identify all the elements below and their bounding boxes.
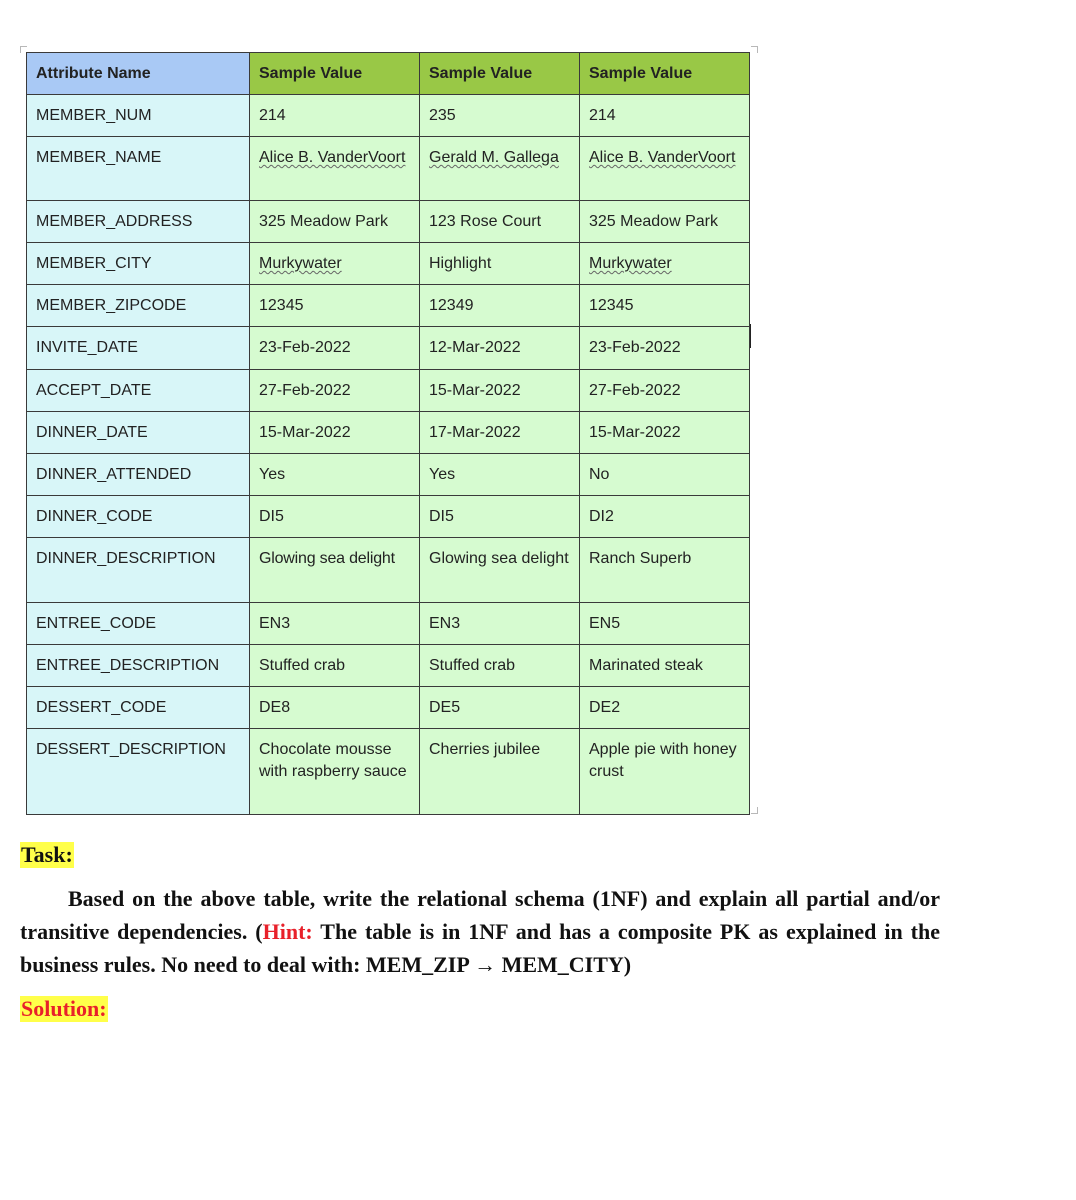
table-row <box>27 370 750 412</box>
city-text: Murkywater <box>589 255 672 272</box>
value-cell: 12-Mar-2022 <box>420 327 580 370</box>
value-cell: 12345 <box>250 285 420 327</box>
value-cell: Chocolate mousse with raspberry sauce <box>250 729 420 815</box>
attribute-cell: DINNER_CODE <box>27 496 250 538</box>
value-cell: Cherries jubilee <box>420 729 580 815</box>
value-cell: 15-Mar-2022 <box>420 370 580 412</box>
table-row <box>27 137 750 201</box>
attribute-cell: INVITE_DATE <box>27 327 250 370</box>
value-cell: 27-Feb-2022 <box>580 370 750 412</box>
value-cell: 27-Feb-2022 <box>250 370 420 412</box>
value-cell: DI5 <box>420 496 580 538</box>
table-row <box>27 729 750 815</box>
value-cell-member-name <box>420 137 580 201</box>
value-cell: 325 Meadow Park <box>250 201 420 243</box>
value-cell: EN3 <box>420 603 580 645</box>
table-row <box>27 412 750 454</box>
hint-label: Hint: <box>262 919 313 944</box>
attribute-cell: DESSERT_CODE <box>27 687 250 729</box>
value-cell: DE2 <box>580 687 750 729</box>
attribute-cell: MEMBER_NUM <box>27 95 250 137</box>
value-cell: Yes <box>250 454 420 496</box>
value-cell-member-name <box>580 137 750 201</box>
member-name-text: Alice B. VanderVoort <box>589 149 736 166</box>
task-text-part1: Based on the above table, write the relational schema (1NF) and explain all partial and/or transitive dependencies. ( <box>20 886 940 944</box>
value-cell: Glowing sea delight <box>420 538 580 603</box>
attribute-cell: ENTREE_CODE <box>27 603 250 645</box>
attribute-cell: ENTREE_DESCRIPTION <box>27 645 250 687</box>
table-row <box>27 645 750 687</box>
value-cell: 214 <box>580 95 750 137</box>
attribute-cell: MEMBER_NAME <box>27 137 250 201</box>
attribute-cell: MEMBER_ZIPCODE <box>27 285 250 327</box>
value-cell: Ranch Superb <box>580 538 750 603</box>
value-cell: DI2 <box>580 496 750 538</box>
table-row <box>27 496 750 538</box>
value-cell: 15-Mar-2022 <box>250 412 420 454</box>
table-row <box>27 243 750 285</box>
value-cell: EN3 <box>250 603 420 645</box>
table-row <box>27 454 750 496</box>
table-row <box>27 95 750 137</box>
corner-mark-top-right <box>751 46 758 53</box>
attribute-cell: ACCEPT_DATE <box>27 370 250 412</box>
value-cell: 23-Feb-2022 <box>250 327 420 370</box>
value-cell: DE5 <box>420 687 580 729</box>
member-name-text: Alice B. VanderVoort <box>259 149 406 166</box>
task-text-part2: The table is in 1NF and has a composite PK as explained in the business rules. No need to deal with: MEM_ZIP → MEM_CITY) <box>20 919 940 977</box>
table-row <box>27 687 750 729</box>
value-cell: DE8 <box>250 687 420 729</box>
value-cell: 17-Mar-2022 <box>420 412 580 454</box>
value-cell: Stuffed crab <box>420 645 580 687</box>
value-cell: Yes <box>420 454 580 496</box>
header-sample-value-3: Sample Value <box>580 53 750 95</box>
value-cell: Marinated steak <box>580 645 750 687</box>
table-row <box>27 201 750 243</box>
value-cell: Highlight <box>420 243 580 285</box>
value-cell: 235 <box>420 95 580 137</box>
value-cell: 325 Meadow Park <box>580 201 750 243</box>
task-description <box>20 882 940 981</box>
value-cell: No <box>580 454 750 496</box>
value-cell: 12349 <box>420 285 580 327</box>
value-cell: Stuffed crab <box>250 645 420 687</box>
value-cell: Apple pie with honey crust <box>580 729 750 815</box>
value-cell <box>250 243 420 285</box>
table-row <box>27 538 750 603</box>
value-cell: EN5 <box>580 603 750 645</box>
value-cell: 12345 <box>580 285 750 327</box>
table-row <box>27 327 750 370</box>
attribute-cell: DINNER_DESCRIPTION <box>27 538 250 603</box>
value-cell <box>580 243 750 285</box>
value-cell: Glowing sea delight <box>250 538 420 603</box>
attribute-cell: MEMBER_ADDRESS <box>27 201 250 243</box>
solution-label: Solution: <box>21 996 107 1021</box>
attribute-cell: DINNER_DATE <box>27 412 250 454</box>
value-cell-member-name <box>250 137 420 201</box>
value-cell: 15-Mar-2022 <box>580 412 750 454</box>
attribute-cell: DESSERT_DESCRIPTION <box>27 729 250 815</box>
task-label: Task: <box>21 842 73 867</box>
sample-data-table <box>26 52 750 815</box>
value-cell: DI5 <box>250 496 420 538</box>
table-header-row <box>27 53 750 95</box>
city-text: Murkywater <box>259 255 342 272</box>
value-cell: 214 <box>250 95 420 137</box>
member-name-text: Gerald M. Gallega <box>429 149 559 166</box>
table-row <box>27 285 750 327</box>
value-cell: 123 Rose Court <box>420 201 580 243</box>
table-row <box>27 603 750 645</box>
attribute-cell: MEMBER_CITY <box>27 243 250 285</box>
header-sample-value-2: Sample Value <box>420 53 580 95</box>
header-attribute-name: Attribute Name <box>27 53 250 95</box>
corner-mark-bottom-right <box>751 807 758 814</box>
value-cell: 23-Feb-2022 <box>580 327 750 370</box>
attribute-cell: DINNER_ATTENDED <box>27 454 250 496</box>
header-sample-value-1: Sample Value <box>250 53 420 95</box>
